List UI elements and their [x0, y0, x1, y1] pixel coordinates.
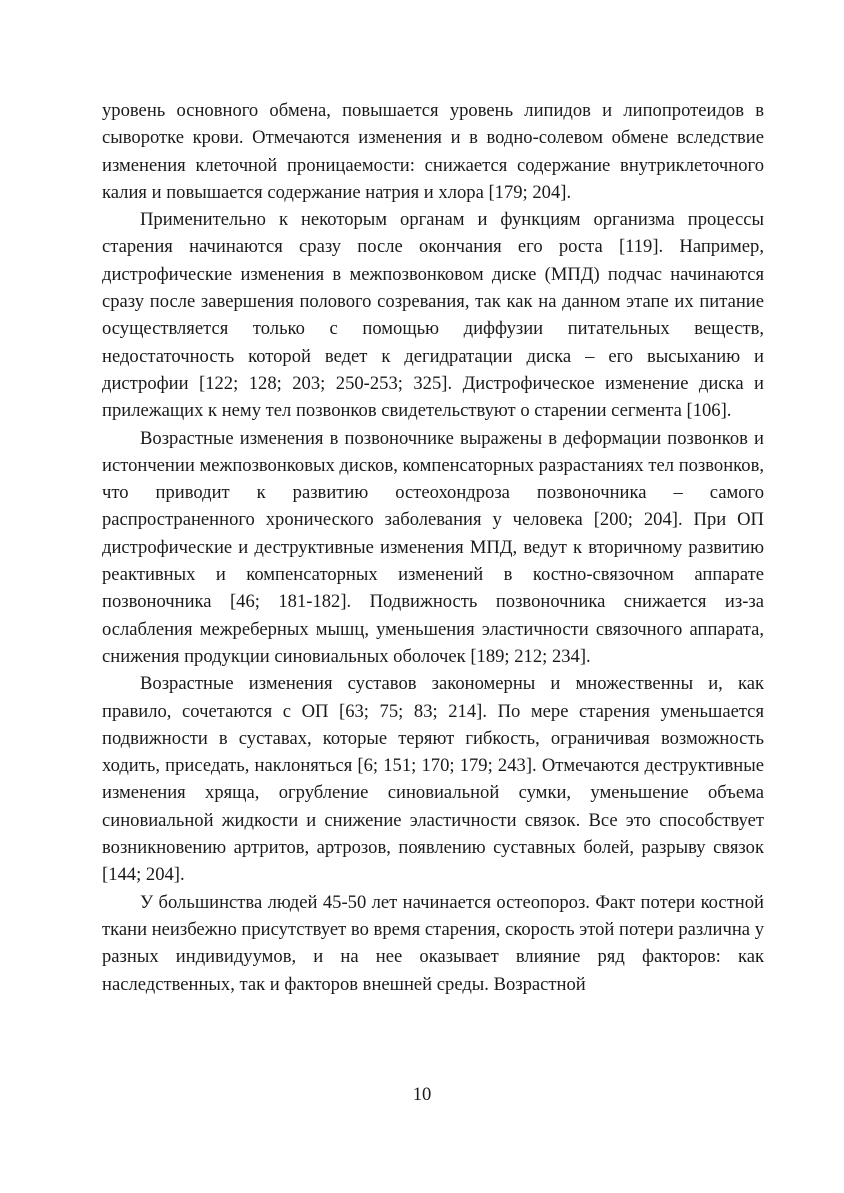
paragraph-spine-changes: Возрастные изменения в позвоночнике выражены в деформации позвонков и истончении межпозвонковых дисков, компенсаторных разрастаниях тел позвонков, что приводит к развитию остеохондроза позвоночника – самого распространенного хронического заболевания у человека [200; 204]. При ОП дистрофические и деструктивные изменения МПД, ведут к вторичному развитию реактивных и компенсаторных изменений в костно-связочном аппарате позвоночника [46; 181-182]. Подвижность позвоночника снижается из-за ослабления межреберных мышц, уменьшения эластичности связочного аппарата, снижения продукции синовиальных оболочек [189; 212; 234]. — [102, 427, 764, 667]
paragraph-aging-onset: Применительно к некоторым органам и функциям организма процессы старения начинаются сразу после окончания его роста [119]. Например, дистрофические изменения в межпозвонковом диске (МПД) подчас начинаются сразу после завершения полового созревания, так как на данном этапе их питание осуществляется только с помощью диффузии питательных веществ, недостаточность которой ведет к дегидратации диска – его высыханию и дистрофии [122; 128; 203; 250-253; 325]. Дистрофическое изменение диска и прилежащих к нему тел позвонков свидетельствуют о старении сегмента [106]. — [102, 209, 764, 422]
page-body-text — [102, 97, 764, 998]
page-number: 10 — [412, 1084, 432, 1105]
paragraph-osteoporosis: У большинства людей 45-50 лет начинается остеопороз. Факт потери костной ткани неизбежно присутствует во время старения, скорость этой потери различна у разных индивидуумов, и на нее оказывает влияние ряд факторов: как наследственных, так и факторов внешней среды. Возрастной — [102, 891, 764, 995]
paragraph-joint-changes: Возрастные изменения суставов закономерны и множественны и, как правило, сочетаются с ОП [63; 75; 83; 214]. По мере старения уменьшается подвижности в суставах, которые теряют гибкость, ограничивая возможность ходить, приседать, наклоняться [6; 151; 170; 179; 243]. Отмечаются деструктивные изменения хряща, огрубление синовиальной сумки, уменьшение объема синовиальной жидкости и снижение эластичности связок. Все это способствует возникновению артритов, артрозов, появлению суставных болей, разрыву связок [144; 204]. — [102, 673, 764, 886]
paragraph-continued: уровень основного обмена, повышается уровень липидов и липопротеидов в сыворотке крови. Отмечаются изменения и в водно-солевом обмене вследствие изменения клеточной проницаемости: снижается содержание внутриклеточного калия и повышается содержание натрия и хлора [179; 204]. — [102, 100, 764, 203]
